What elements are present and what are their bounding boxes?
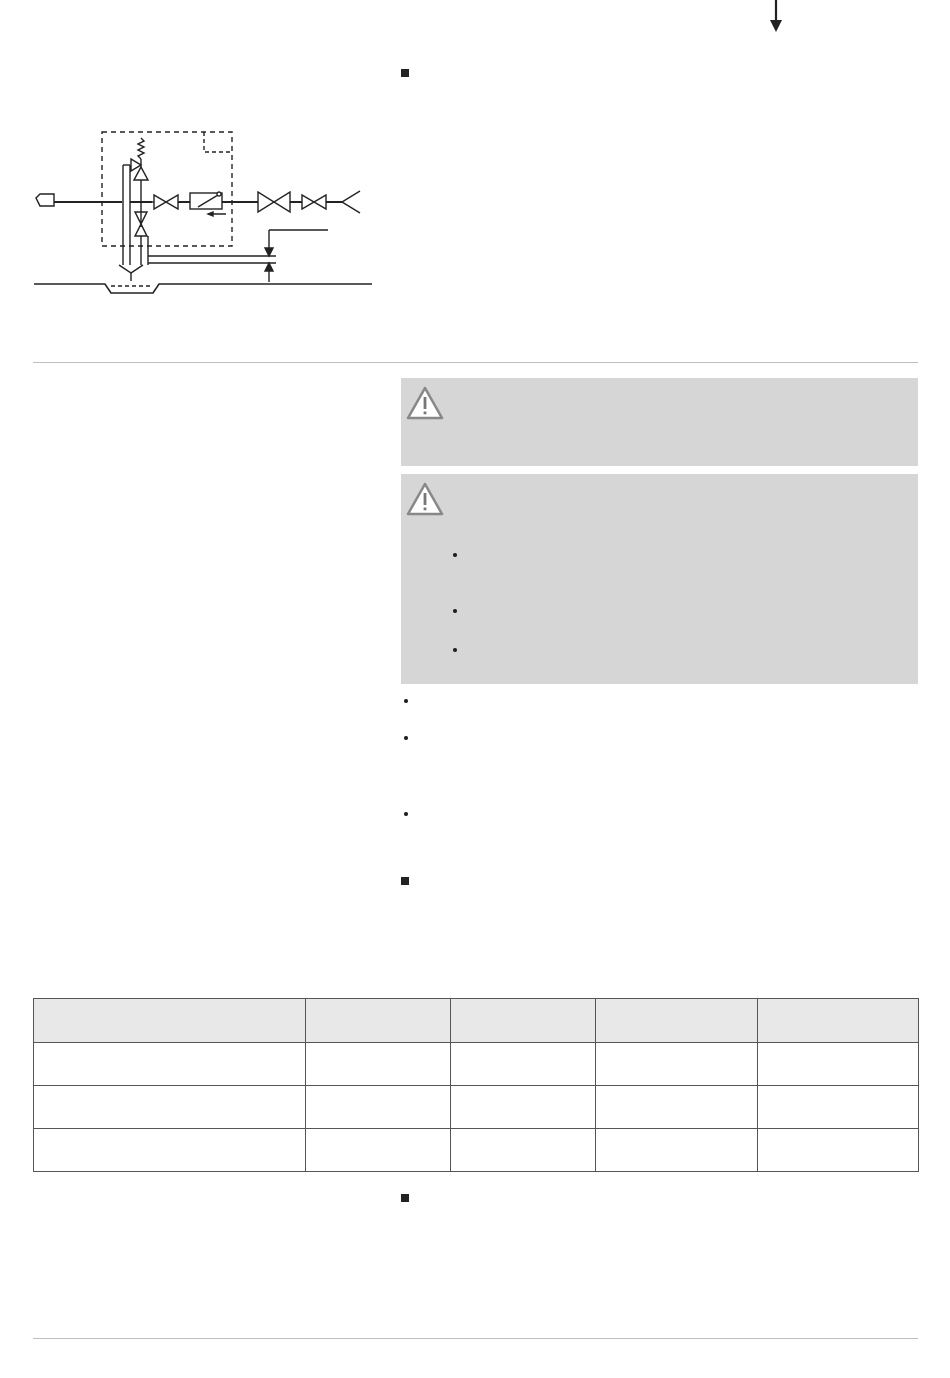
footer-divider — [33, 1338, 918, 1339]
arrow-down-icon — [769, 0, 783, 34]
table-row — [34, 1086, 919, 1129]
table-cell — [451, 1043, 596, 1086]
warning-triangle-icon — [406, 386, 444, 420]
table-header-cell — [34, 999, 306, 1043]
table-cell — [596, 1129, 758, 1172]
list-bullet — [404, 736, 408, 740]
piping-schematic-diagram — [30, 125, 380, 300]
data-table — [33, 998, 919, 1172]
list-bullet — [453, 609, 457, 613]
section-bullet-2 — [401, 877, 409, 885]
table-cell — [306, 1043, 451, 1086]
warning-box-1 — [401, 378, 918, 466]
table-row — [34, 1043, 919, 1086]
table-cell — [451, 1129, 596, 1172]
list-bullet — [404, 699, 408, 703]
section-divider — [33, 362, 918, 363]
list-bullet — [453, 648, 457, 652]
table-cell — [758, 1043, 919, 1086]
list-bullet — [404, 812, 408, 816]
table-cell — [596, 1086, 758, 1129]
list-bullet — [453, 553, 457, 557]
table-cell — [758, 1129, 919, 1172]
table-header-cell — [306, 999, 451, 1043]
table-cell — [758, 1086, 919, 1129]
table-row — [34, 1129, 919, 1172]
warning-triangle-icon — [406, 482, 444, 516]
table-header-cell — [758, 999, 919, 1043]
section-bullet-1 — [401, 69, 409, 77]
table-header-cell — [596, 999, 758, 1043]
table-cell — [34, 1043, 306, 1086]
table-cell — [451, 1086, 596, 1129]
warning-box-2 — [401, 474, 918, 684]
table-cell — [306, 1129, 451, 1172]
table-header-row — [34, 999, 919, 1043]
table-header-cell — [451, 999, 596, 1043]
table-cell — [306, 1086, 451, 1129]
table-cell — [34, 1086, 306, 1129]
table-cell — [596, 1043, 758, 1086]
section-bullet-3 — [401, 1194, 409, 1202]
table-cell — [34, 1129, 306, 1172]
